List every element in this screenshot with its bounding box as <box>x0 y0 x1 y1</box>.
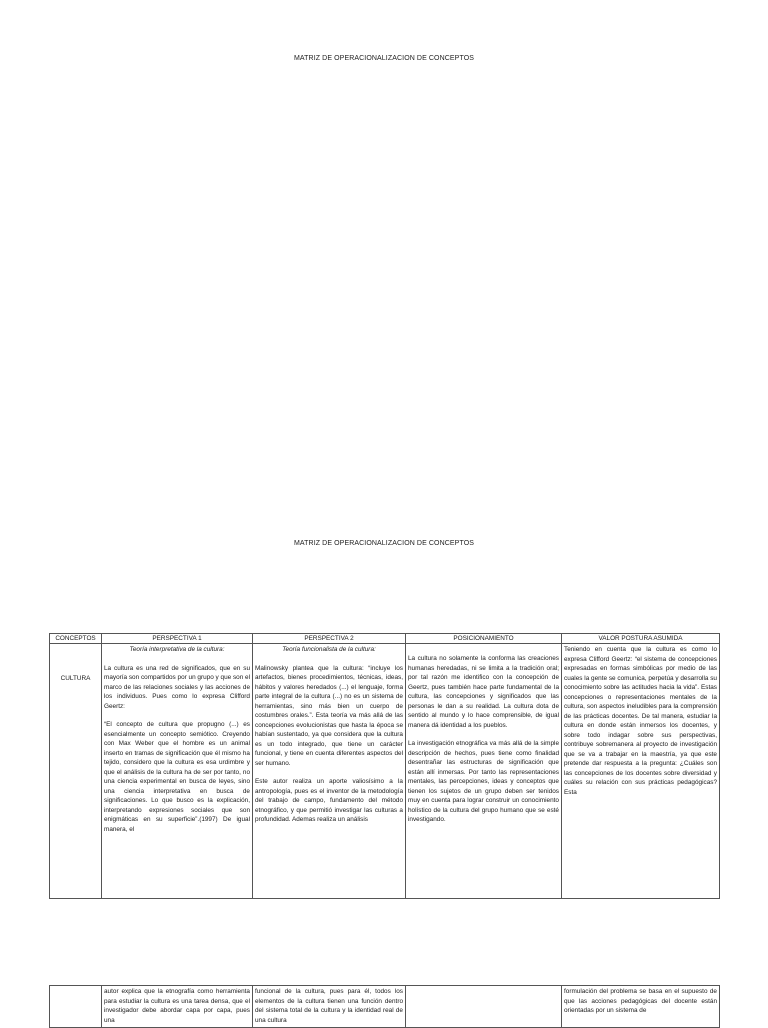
header-valor-postura: VALOR POSTURA ASUMIDA <box>562 634 720 644</box>
table-row <box>50 644 720 899</box>
perspectiva-2-continued-text: funcional de la cultura, pues para él, todos los elementos de la cultura tienen una función dentro del sistema total de la cultura y la identidad real de una cultura <box>255 988 403 1024</box>
valor-postura-paragraph: Teniendo en cuenta que la cultura es como lo expresa Clifford Geertz: “el sistema de concepciones expresadas en formas simbólicas por medio de las cuales la gente se comunica, perpetúa y desarrolla su conocimiento sobre las actitudes hacia la vida”. Estas concepciones o representaciones mentales de la cultura, son aspectos ineludibles para la comprensión de las prácticas docentes. De tal manera, estudiar la cultura en donde están inmersos los docentes, y sobre todo indagar sobre sus perspectivas, contribuye sobremanera al proyecto de investigación que se va a trabajar en la maestría, ya que este pretende dar respuesta a la pregunta: ¿Cuáles son las concepciones de los docentes sobre diversidad y cuáles su relación con sus prácticas pedagógicas? Esta <box>564 646 717 796</box>
page-title: MATRIZ DE OPERACIONALIZACION DE CONCEPTOS <box>293 55 475 62</box>
page-title-second: MATRIZ DE OPERACIONALIZACION DE CONCEPTOS <box>293 540 475 547</box>
concept-cell-continued <box>50 986 102 1028</box>
perspectiva-2-subhead: Teoría funcionalista de la cultura: <box>282 646 376 653</box>
header-conceptos: CONCEPTOS <box>50 634 102 644</box>
perspectiva-1-subhead: Teoría interpretativa de la cultura: <box>129 646 225 653</box>
valor-postura-cell-continued <box>562 986 720 1028</box>
header-perspectiva-2: PERSPECTIVA 2 <box>253 634 406 644</box>
perspectiva-1-continued-text: autor explica que la etnografía como herramienta para estudiar la cultura es una tarea densa, que el investigador debe abordar capa por capa, pues una <box>104 988 250 1024</box>
valor-postura-cell <box>562 644 720 899</box>
perspectiva-2-paragraph: Malinowsky plantea que la cultura: “incluye los artefactos, bienes procedimientos, técnicas, ideas, hábitos y valores heredados (...) el lenguaje, forma parte integral de la cultura (...) no es un sistema de herramientas, sino más bien un cuerpo de costumbres orales.”. Esta teoría va más allá de las concepciones evolucionistas que hasta la época se habían sustentado, ya que considera que la cultura es un todo integrado, que tiene un carácter funcional, y tiene en cuenta diferentes aspectos del ser humano. <box>255 664 403 767</box>
header-posicionamiento: POSICIONAMIENTO <box>406 634 562 644</box>
table-row <box>50 986 720 1028</box>
perspectiva-2-paragraph-2: Este autor realiza un aporte valiosísimo a la antropología, pues es el inventor de la metodología del trabajo de campo, fundamento del método etnográfico, y que permitió investigar las culturas a profundidad. Ademas realiza un análisis <box>255 778 403 823</box>
perspectiva-2-cell-continued <box>253 986 406 1028</box>
perspectiva-1-quote: “El concepto de cultura que propugno (...) es esencialmente un concepto semiótico. Creyendo con Max Weber que el hombre es un animal inserto en tramas de significación que él mismo ha tejido, considero que la cultura es esa urdimbre y que el análisis de la cultura ha de ser por tanto, no una ciencia experimental en busca de leyes, sino una ciencia interpretativa en busca de significaciones. Lo que busco es la explicación, interpretando expresiones sociales que son enigmáticas en su superficie”.(1997) De igual manera, el <box>104 721 250 833</box>
header-perspectiva-1: PERSPECTIVA 1 <box>102 634 253 644</box>
posicionamiento-paragraph: La cultura no solamente la conforma las creaciones humanas heredadas, ni se limita a la tradición oral; por tal razón me identifico con la concepción de Geertz, pues también hace parte fundamental de la cultura, las concepciones y significados que las personas le dan a su realidad. La cultura dota de sentido al mundo y lo hace comprensible, de igual manera dá identidad a los pueblos. <box>408 655 559 729</box>
table-header-row <box>50 634 720 644</box>
perspectiva-1-paragraph: La cultura es una red de significados, que en su mayoría son compartidos por un grupo y que son el marco de las relaciones sociales y las acciones de los individuos. Pues como lo expresa Clifford Geertz: <box>104 664 251 710</box>
posicionamiento-cell-continued <box>406 986 562 1028</box>
concept-cell: CULTURA <box>50 644 102 899</box>
perspectiva-1-cell-continued <box>102 986 253 1028</box>
perspectiva-2-cell <box>253 644 406 899</box>
posicionamiento-cell <box>406 644 562 899</box>
posicionamiento-paragraph-2: La investigación etnográfica va más allá de la simple descripción de hechos, pues tiene como finalidad desentrañar las estructuras de significación que están allí inmersas. Por tanto las representaciones mentales, las percepciones, ideas y conceptos que tienen los sujetos de un grupo deben ser tenidos muy en cuenta para lograr construir un conocimiento holístico de la cultura del grupo humano que se esté investigando. <box>408 740 559 823</box>
perspectiva-1-cell <box>102 644 253 899</box>
concept-matrix-table <box>49 633 720 899</box>
concept-matrix-table-continued <box>49 985 720 1028</box>
valor-postura-continued-text: formulación del problema se basa en el supuesto de que las acciones pedagógicas del docente están orientadas por un sistema de <box>564 988 717 1014</box>
